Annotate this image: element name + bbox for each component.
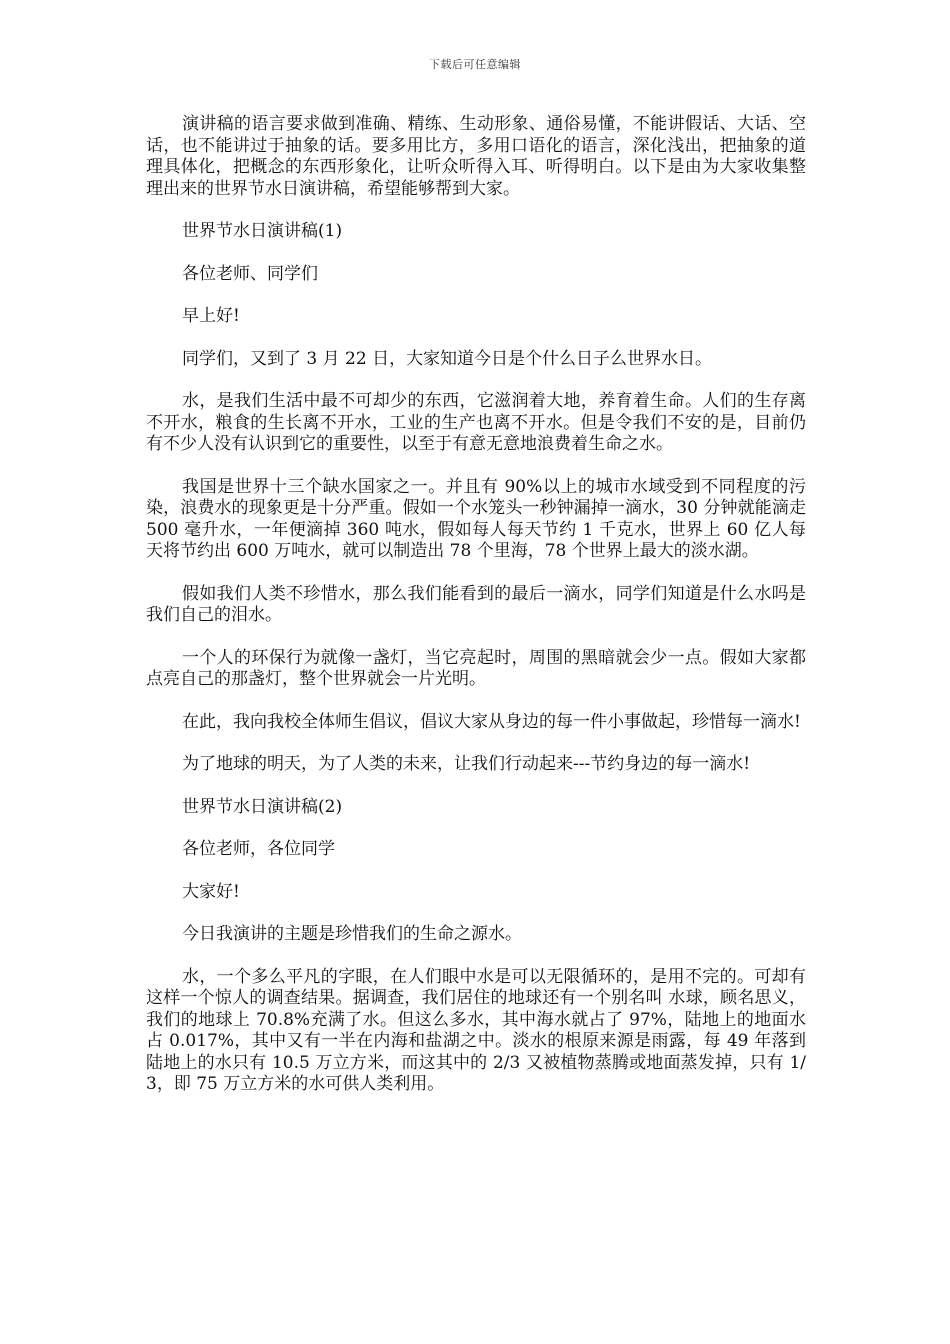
speech-2-paragraph: 今日我演讲的主题是珍惜我们的生命之源水。 [182, 924, 522, 944]
speech-1-salutation: 各位老师、同学们 [182, 263, 318, 284]
speech-1-closing: 为了地球的明天，为了人类的未来，让我们行动起来---节约身边的每一滴水! [182, 754, 751, 774]
speech-1-paragraph: 假如我们人类不珍惜水，那么我们能看到的最后一滴水，同学们知道是什么水吗是我们自己的泪水。 [146, 583, 806, 625]
speech-1-paragraph: 同学们，又到了 3 月 22 日，大家知道今日是个什么日子么世界水日。 [182, 348, 713, 369]
speech-2-greeting: 大家好! [182, 881, 240, 902]
speech-2-title: 世界节水日演讲稿(2) [182, 796, 343, 817]
speech-1-greeting: 早上好! [182, 306, 240, 326]
speech-1-title: 世界节水日演讲稿(1) [182, 221, 343, 241]
speech-1-paragraph: 一个人的环保行为就像一盏灯，当它亮起时，周围的黑暗就会少一点。假如大家都点亮自己的那盏灯，整个世界就会一片光明。 [146, 647, 806, 689]
intro-paragraph: 演讲稿的语言要求做到准确、精练、生动形象、通俗易懂，不能讲假话、大话、空话，也不能讲过于抽象的话。要多用比方，多用口语化的语言，深化浅出，把抽象的道理具体化，把概念的东西形象化，让听众听得入耳、听得明白。以下是由为大家收集整理出来的世界节水日演讲稿，希望能够帮到大家。 [146, 114, 806, 199]
document-body [146, 114, 806, 1117]
speech-1-paragraph: 我国是世界十三个缺水国家之一。并且有 90%以上的城市水域受到不同程度的污染，浪费水的现象更是十分严重。假如一个水笼头一秒钟漏掉一滴水，30 分钟就能滴走 500 毫升水，一年便滴掉 360 吨水，假如每人每天节约 1 千克水，世界上 60 亿人每天将节约出 600 万吨水，就可以制造出 78 个里海，78 个世界上最大的淡水湖。 [146, 476, 806, 561]
speech-1-paragraph: 在此，我向我校全体师生倡议，倡议大家从身边的每一件小事做起，珍惜每一滴水! [182, 711, 801, 732]
speech-2-paragraph: 水，一个多么平凡的字眼，在人们眼中水是可以无限循环的，是用不完的。可却有这样一个惊人的调查结果。据调查，我们居住的地球还有一个别名叫 水球，顾名思义，我们的地球上 70.8%充满了水。但这么多水，其中海水就占了 97%，陆地上的地面水占 0.017%，其中又有一半在内海和盐湖之中。淡水的根原来源是雨露，每 49 年落到陆地上的水只有 10.5 万立方米，而这其中的 2/3 又被植物蒸腾或地面蒸发掉，只有 1/3，即 75 万立方米的水可供人类利用。 [146, 966, 806, 1094]
speech-1-paragraph: 水，是我们生活中最不可却少的东西，它滋润着大地，养育着生命。人们的生存离不开水，粮食的生长离不开水，工业的生产也离不开水。但是令我们不安的是，目前仍有不少人没有认识到它的重要性，以至于有意无意地浪费着生命之水。 [146, 391, 806, 454]
speech-2-salutation: 各位老师，各位同学 [182, 839, 335, 859]
page-header: 下载后可任意编辑 [429, 58, 521, 71]
